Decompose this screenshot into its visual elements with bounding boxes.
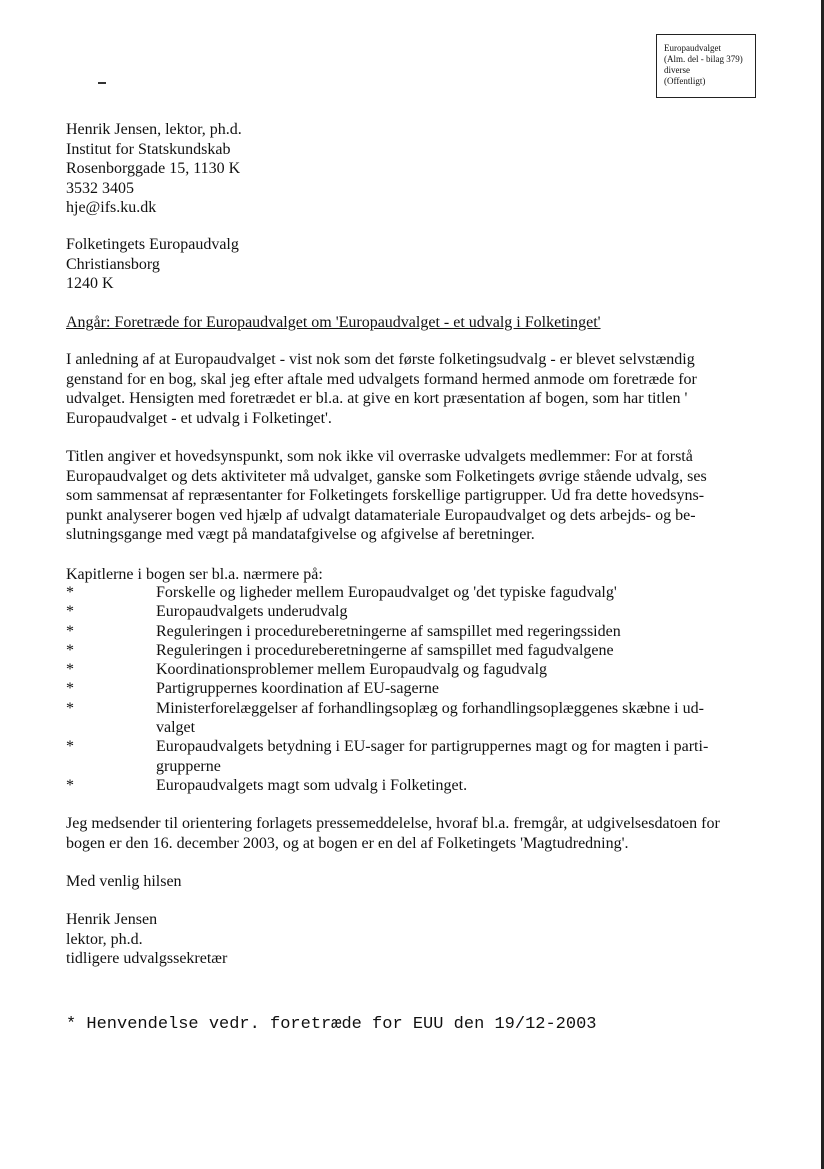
recipient-name: Folketingets Europaudvalg [66,236,239,253]
paragraph-enclosure: Jeg medsender til orientering forlagets pressemeddelelse, hvoraf bl.a. fremgår, at udgivelsesdatoen for bogen er den 16. december 2003, og at bogen er en del af Folketingets 'Magtudredning'. [66,815,720,852]
bullet-marker: * [66,661,74,679]
bullet-marker: * [66,680,74,698]
signature-role: tidligere udvalgssekretær [66,950,228,967]
document-stamp [656,34,756,98]
recipient-address [66,235,239,294]
list-item [66,737,734,776]
list-item [66,699,734,738]
footer-note: * Henvendelse vedr. foretræde for EUU den 19/12-2003 [66,1015,597,1034]
sender-address [66,120,242,218]
list-item-text: Ministerforelæggelser af forhandlingsoplæg og forhandlingsoplæggenes skæbne i ud-valget [156,699,704,737]
stamp-line: (Offentligt) [664,76,706,86]
list-item [66,776,734,795]
bullet-marker: * [66,699,74,717]
list-item-text: Forskelle og ligheder mellem Europaudvalget og 'det typiske fagudvalg' [156,584,617,601]
list-item-text: Reguleringen i procedureberetningerne af samspillet med regeringssiden [156,622,621,640]
bullet-marker: * [66,641,74,659]
sender-street: Rosenborggade 15, 1130 K [66,160,241,177]
list-item-text: Europaudvalgets magt som udvalg i Folketinget. [156,776,468,794]
list-item [66,622,734,641]
stamp-line: Europaudvalget [664,43,721,53]
scan-mark [98,82,106,84]
list-item [66,583,734,602]
paragraph-request: I anledning af at Europaudvalget - vist nok som det første folketingsudvalg - er blevet selvstændig genstand for en bog, skal jeg efter aftale med udvalgets formand hermed anmode om foretræde for udvalget. Hensigten med foretrædet er bl.a. at give en kort præsentation af bogen, som har titlen ' Europaudvalget - et udvalg i Folketinget'. [66,351,697,427]
recipient-postcode: 1240 K [66,275,114,292]
list-item [66,660,734,679]
closing-salutation [66,872,182,892]
chapter-list [66,583,734,795]
list-item [66,641,734,660]
bullet-marker: * [66,776,74,794]
list-item [66,602,734,621]
bullet-marker: * [66,584,74,601]
list-item-text: Europaudvalgets betydning i EU-sager for partigruppernes magt og for magten i parti-grupperne [156,738,709,775]
paragraph-thesis: Titlen angiver et hovedsynspunkt, som nok ikke vil overraske udvalgets medlemmer: For at forstå Europaudvalget og dets aktiviteter må udvalget, ganske som Folketingets øvrige stående udvalg, ses som sammensat af repræsentanter for Folketingets forskellige partigrupper. Ud fra dette hovedsyns-punkt analyserer bogen ved hjælp af udvalgt datamateriale Europaudvalget og dets arbejds- og be-slutningsgange med vægt på mandatafgivelse og afgivelse af beretninger. [66,448,707,543]
stamp-line: (Alm. del - bilag 379) [664,54,743,64]
bullet-marker: * [66,603,74,621]
signature-title: lektor, ph.d. [66,930,143,948]
list-item-text: Koordinationsproblemer mellem Europaudvalg og fagudvalg [156,661,548,679]
sender-name: Henrik Jensen, lektor, ph.d. [66,121,242,138]
sender-email: hje@ifs.ku.dk [66,199,157,216]
subject-line: Angår: Foretræde for Europaudvalget om 'Europaudvalget - et udvalg i Folketinget' [66,314,601,331]
signature-name: Henrik Jensen [66,911,158,928]
list-item-text: Europaudvalgets underudvalg [156,603,348,621]
recipient-building: Christiansborg [66,255,160,273]
bullet-marker: * [66,738,74,756]
closing-text: Med venlig hilsen [66,873,182,890]
bullet-marker: * [66,622,74,640]
stamp-line: diverse [664,65,690,75]
list-item [66,679,734,698]
list-item-text: Partigruppernes koordination af EU-sagerne [156,680,440,698]
sender-institution: Institut for Statskundskab [66,140,231,158]
paragraph-chapters-intro: Kapitlerne i bogen ser bl.a. nærmere på: [66,566,323,583]
sender-phone: 3532 3405 [66,179,134,197]
list-item-text: Reguleringen i procedureberetningerne af samspillet med fagudvalgene [156,641,614,659]
signature-block [66,910,227,969]
